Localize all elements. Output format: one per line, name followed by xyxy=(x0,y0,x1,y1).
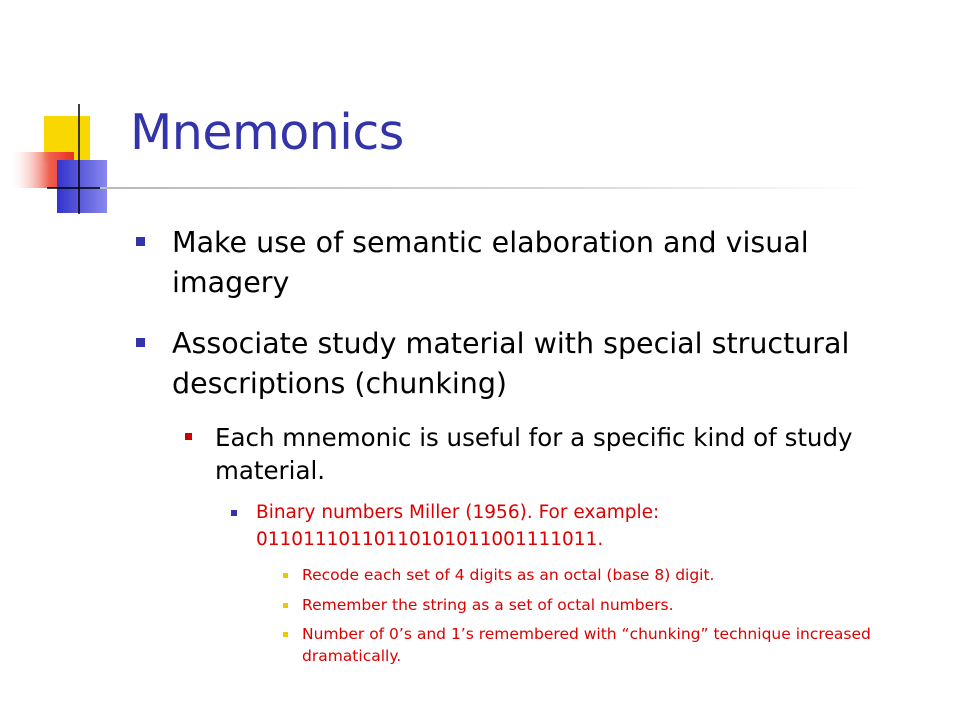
bullet-marker-5 xyxy=(283,573,288,578)
bullet-marker-1 xyxy=(136,237,145,246)
bullet-level1-semantic: Make use of semantic elaboration and visual imagery xyxy=(172,226,809,299)
bullet-marker-3 xyxy=(185,433,192,440)
bullet-marker-6 xyxy=(283,603,288,608)
bullet-marker-2 xyxy=(136,338,145,347)
bullet-level4-chunking: Number of 0’s and 1’s remembered with “chunking” technique increased dramatically. xyxy=(302,625,871,665)
bullet-marker-7 xyxy=(283,632,288,637)
bullet-level3-binary: Binary numbers Miller (1956). For example: 01101110110110101011001111011. xyxy=(256,502,660,550)
bullet-level1-associate: Associate study material with special structural descriptions (chunking) xyxy=(172,327,850,400)
bullet-level4-recode: Recode each set of 4 digits as an octal (base 8) digit. xyxy=(302,566,715,584)
bullet-level4-remember: Remember the string as a set of octal numbers. xyxy=(302,596,674,614)
bullet-level2-mnemonic: Each mnemonic is useful for a specific kind of study material. xyxy=(215,423,853,485)
slide-title: Mnemonics xyxy=(130,104,404,161)
bullet-marker-4 xyxy=(231,510,237,516)
